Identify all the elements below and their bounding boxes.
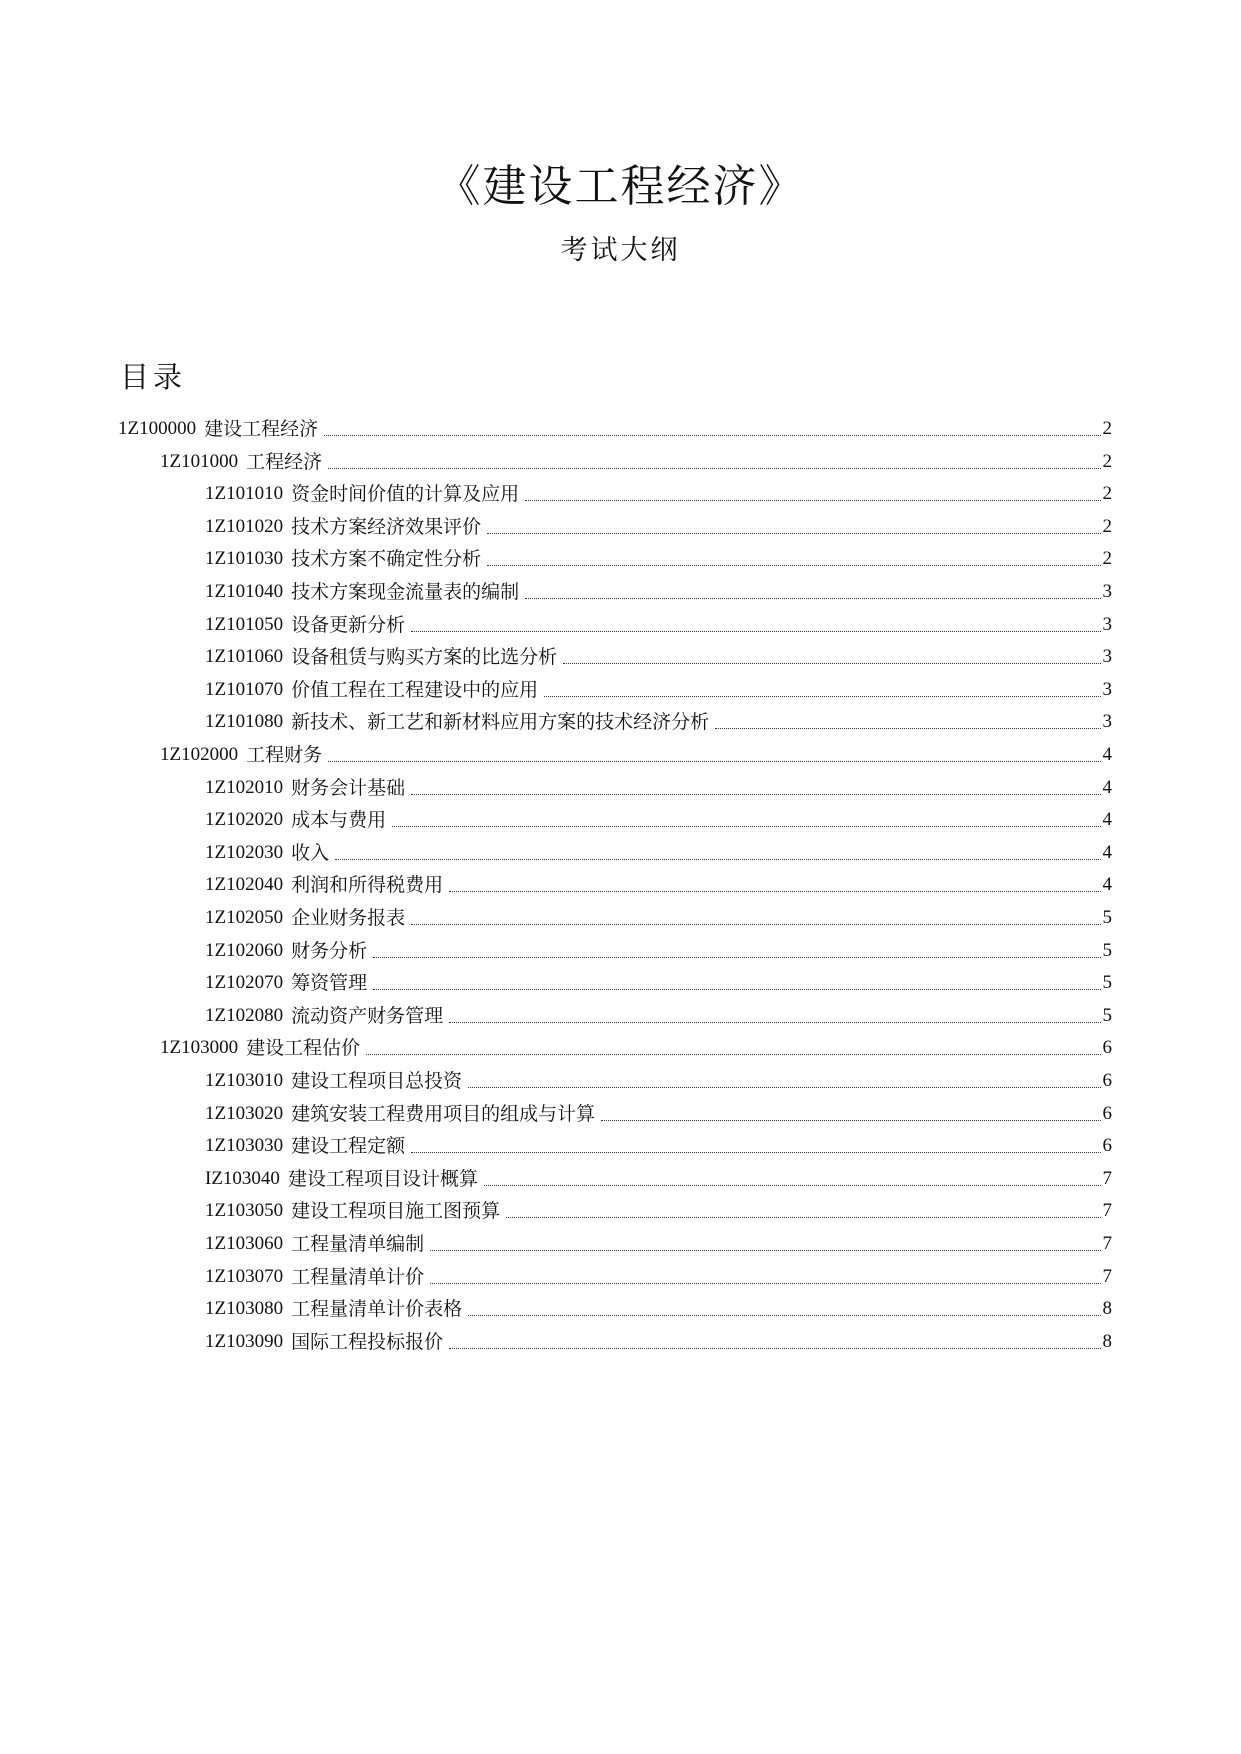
toc-dot-leader: [563, 663, 1100, 664]
toc-entry-title: 工程财务: [246, 744, 323, 766]
toc-entry[interactable]: [205, 606, 1112, 636]
toc-dot-leader: [468, 1087, 1100, 1088]
toc-entry-code: 1Z103060: [205, 1233, 284, 1254]
toc-entry[interactable]: [205, 1160, 1112, 1190]
toc-entry-title: 价值工程在工程建设中的应用: [291, 679, 539, 701]
toc-entry-page: 7: [1102, 1266, 1112, 1287]
toc-dot-leader: [373, 989, 1100, 990]
toc-entry-page: 2: [1102, 451, 1112, 472]
toc-dot-leader: [468, 1315, 1100, 1316]
toc-entry-code: 1Z101060: [205, 646, 284, 667]
toc-entry-title: 建设工程经济: [204, 418, 319, 440]
toc-entry[interactable]: [118, 410, 1112, 440]
toc-entry-title: 财务分析: [291, 940, 368, 962]
toc-dot-leader: [487, 565, 1100, 566]
toc-dot-leader: [449, 891, 1100, 892]
toc-entry-page: 4: [1102, 842, 1112, 863]
toc-entry[interactable]: [205, 866, 1112, 896]
toc-entry[interactable]: [160, 736, 1112, 766]
toc-entry[interactable]: [205, 540, 1112, 570]
toc-entry-code: 1Z102030: [205, 842, 284, 863]
toc-entry-page: 7: [1102, 1168, 1112, 1189]
toc-entry-title: 收入: [291, 842, 330, 864]
toc-entry-page: 7: [1102, 1233, 1112, 1254]
toc-dot-leader: [449, 1348, 1100, 1349]
toc-entry[interactable]: [205, 475, 1112, 505]
toc-entry[interactable]: [205, 638, 1112, 668]
toc-dot-leader: [328, 761, 1100, 762]
toc-entry-code: 1Z103050: [205, 1200, 284, 1221]
toc-entry-page: 4: [1102, 777, 1112, 798]
toc-dot-leader: [525, 598, 1100, 599]
toc-entry-code: 1Z101020: [205, 516, 284, 537]
toc-entry-code: 1Z102060: [205, 940, 284, 961]
toc-entry-page: 3: [1102, 711, 1112, 732]
toc-entry-code: 1Z102040: [205, 874, 284, 895]
toc-dot-leader: [335, 859, 1100, 860]
toc-entry[interactable]: [205, 671, 1112, 701]
toc-entry-page: 6: [1102, 1070, 1112, 1091]
toc-dot-leader: [487, 533, 1100, 534]
toc-entry-code: 1Z101000: [160, 451, 239, 472]
toc-dot-leader: [525, 500, 1100, 501]
toc-entry-code: 1Z103030: [205, 1135, 284, 1156]
toc-entry-page: 4: [1102, 744, 1112, 765]
toc-entry-title: 工程量清单计价: [291, 1266, 425, 1288]
toc-entry[interactable]: [205, 1127, 1112, 1157]
toc-entry-title: 建设工程定额: [291, 1135, 406, 1157]
toc-entry-title: 国际工程投标报价: [291, 1331, 444, 1353]
toc-entry-title: 资金时间价值的计算及应用: [291, 483, 520, 505]
toc-entry-title: 建筑安装工程费用项目的组成与计算: [291, 1103, 596, 1125]
toc-dot-leader: [411, 1152, 1100, 1153]
toc-entry-code: 1Z101070: [205, 679, 284, 700]
toc-entry-page: 8: [1102, 1298, 1112, 1319]
toc-entry[interactable]: [205, 508, 1112, 538]
toc-entry-title: 利润和所得税费用: [291, 874, 444, 896]
toc-entry-title: 建设工程项目设计概算: [287, 1168, 478, 1190]
toc-entry[interactable]: [205, 1290, 1112, 1320]
toc-entry-code: 1Z102010: [205, 777, 284, 798]
toc-entry-title: 企业财务报表: [291, 907, 406, 929]
toc-entry-title: 工程经济: [246, 451, 323, 473]
toc-dot-leader: [373, 957, 1100, 958]
toc-entry[interactable]: [205, 1225, 1112, 1255]
toc-entry-title: 技术方案现金流量表的编制: [291, 581, 520, 603]
toc-entry-page: 4: [1102, 874, 1112, 895]
toc-entry-code: 1Z102000: [160, 744, 239, 765]
toc-entry-title: 技术方案不确定性分析: [291, 548, 482, 570]
toc-entry-title: 工程量清单编制: [291, 1233, 425, 1255]
toc-entry-code: 1Z103010: [205, 1070, 284, 1091]
toc-dot-leader: [411, 631, 1100, 632]
toc-entry[interactable]: [205, 964, 1112, 994]
toc-entry-page: 3: [1102, 614, 1112, 635]
toc-entry[interactable]: [205, 932, 1112, 962]
toc-entry[interactable]: [160, 1029, 1112, 1059]
toc-entry-title: 工程量清单计价表格: [291, 1298, 463, 1320]
toc-entry-code: 1Z102070: [205, 972, 284, 993]
toc-entry-code: 1Z103070: [205, 1266, 284, 1287]
toc-entry-page: 6: [1102, 1103, 1112, 1124]
toc-entry[interactable]: [205, 703, 1112, 733]
toc-entry-code: 1Z101080: [205, 711, 284, 732]
toc-entry-page: 5: [1102, 907, 1112, 928]
toc-entry-title: 筹资管理: [291, 972, 368, 994]
toc-entry-page: 7: [1102, 1200, 1112, 1221]
toc-entry-page: 2: [1102, 516, 1112, 537]
toc-entry-code: 1Z101010: [205, 483, 284, 504]
toc-dot-leader: [392, 826, 1100, 827]
toc-entry-code: 1Z101040: [205, 581, 284, 602]
toc-entry-title: 财务会计基础: [291, 777, 406, 799]
toc-entry-code: 1Z103090: [205, 1331, 284, 1352]
toc-entry[interactable]: [160, 443, 1112, 473]
toc-entry-code: IZ103040: [205, 1168, 280, 1189]
toc-entry-page: 3: [1102, 581, 1112, 602]
toc-entry-page: 6: [1102, 1037, 1112, 1058]
toc-entry-code: 1Z103020: [205, 1103, 284, 1124]
toc-dot-leader: [328, 468, 1100, 469]
toc-entry[interactable]: [205, 1323, 1112, 1353]
toc-entry-title: 建设工程项目总投资: [291, 1070, 463, 1092]
toc-entry-code: 1Z102080: [205, 1005, 284, 1026]
toc-entry-title: 技术方案经济效果评价: [291, 516, 482, 538]
toc-heading: 目录: [120, 360, 187, 394]
toc-entry-page: 6: [1102, 1135, 1112, 1156]
toc-entry-page: 5: [1102, 972, 1112, 993]
toc-entry[interactable]: [205, 834, 1112, 864]
toc-entry-title: 流动资产财务管理: [291, 1005, 444, 1027]
toc-entry[interactable]: [205, 1062, 1112, 1092]
toc-dot-leader: [544, 696, 1100, 697]
toc-entry-page: 4: [1102, 809, 1112, 830]
toc-entry-code: 1Z102020: [205, 809, 284, 830]
toc-entry-page: 3: [1102, 646, 1112, 667]
toc-entry-title: 设备更新分析: [291, 614, 406, 636]
toc-dot-leader: [324, 435, 1100, 436]
document-title: 《建设工程经济》: [436, 161, 805, 212]
toc-entry[interactable]: [205, 899, 1112, 929]
toc-entry-page: 2: [1102, 548, 1112, 569]
toc-dot-leader: [484, 1185, 1101, 1186]
toc-entry[interactable]: [205, 801, 1112, 831]
toc-entry-title: 成本与费用: [291, 809, 387, 831]
toc-entry-code: 1Z101050: [205, 614, 284, 635]
toc-entry-title: 设备租赁与购买方案的比选分析: [291, 646, 558, 668]
toc-entry-page: 3: [1102, 679, 1112, 700]
toc-dot-leader: [430, 1250, 1100, 1251]
toc-dot-leader: [601, 1120, 1100, 1121]
toc-entry[interactable]: [205, 1192, 1112, 1222]
toc-dot-leader: [411, 924, 1100, 925]
toc-entry-page: 2: [1102, 483, 1112, 504]
toc-dot-leader: [449, 1022, 1100, 1023]
toc-dot-leader: [715, 728, 1100, 729]
toc-entry-code: 1Z102050: [205, 907, 284, 928]
toc-entry[interactable]: [205, 1095, 1112, 1125]
toc-entry-title: 建设工程估价: [246, 1037, 361, 1059]
toc-entry-page: 5: [1102, 940, 1112, 961]
toc-dot-leader: [411, 794, 1100, 795]
toc-entry-code: 1Z101030: [205, 548, 284, 569]
toc-entry[interactable]: [205, 997, 1112, 1027]
toc-entry-page: 5: [1102, 1005, 1112, 1026]
toc-dot-leader: [506, 1217, 1100, 1218]
toc-entry-title: 新技术、新工艺和新材料应用方案的技术经济分析: [291, 711, 710, 733]
toc-dot-leader: [366, 1054, 1100, 1055]
toc-entry[interactable]: [205, 573, 1112, 603]
toc-dot-leader: [430, 1283, 1100, 1284]
toc-entry-code: 1Z103000: [160, 1037, 239, 1058]
toc-entry-page: 2: [1102, 418, 1112, 439]
document-subtitle: 考试大纲: [560, 235, 681, 266]
toc-entry-title: 建设工程项目施工图预算: [291, 1200, 501, 1222]
toc-entry-page: 8: [1102, 1331, 1112, 1352]
toc-entry[interactable]: [205, 1258, 1112, 1288]
toc-entry[interactable]: [205, 769, 1112, 799]
toc-entry-code: 1Z100000: [118, 418, 197, 439]
toc-entry-code: 1Z103080: [205, 1298, 284, 1319]
